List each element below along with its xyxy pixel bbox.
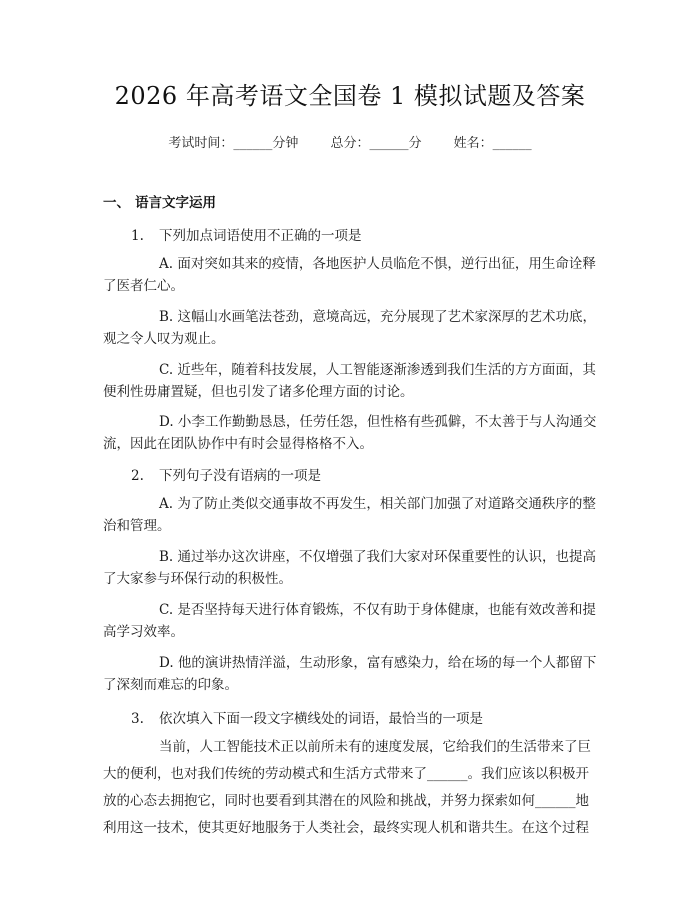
page-title: 2026 年高考语文全国卷 1 模拟试题及答案 bbox=[114, 82, 586, 110]
question-number: 2. bbox=[131, 468, 144, 484]
question-1-stem bbox=[131, 224, 362, 244]
question-3-stem bbox=[131, 707, 483, 727]
exam-info-line bbox=[0, 132, 700, 151]
q1-option-a: A. 面对突如其来的疫情，各地医护人员临危不惧，逆行出征，用生命诠释了医者仁心。 bbox=[103, 256, 596, 294]
q1-option-d: D. 小李工作勤勤恳恳，任劳任怨，但性格有些孤僻，不太善于与人沟通交流，因此在团队协作中有时会显得格格不入。 bbox=[103, 414, 597, 452]
section-title: 语言文字运用 bbox=[135, 195, 216, 211]
question-number: 1. bbox=[131, 228, 144, 244]
total-score-field: 总分：______分 bbox=[330, 136, 422, 151]
question-text: 下列加点词语使用不正确的一项是 bbox=[159, 228, 362, 244]
student-name-field: 姓名：______ bbox=[453, 136, 532, 151]
q2-option-a: A. 为了防止类似交通事故不再发生，相关部门加强了对道路交通秩序的整治和管理。 bbox=[103, 496, 596, 534]
section-heading bbox=[103, 191, 216, 211]
exam-time-field: 考试时间：______分钟 bbox=[168, 136, 299, 151]
question-text: 下列句子没有语病的一项是 bbox=[159, 468, 321, 484]
q2-option-b: B. 通过举办这次讲座，不仅增强了我们大家对环保重要性的认识，也提高了大家参与环保行动的积极性。 bbox=[103, 549, 597, 587]
q2-option-d: D. 他的演讲热情洋溢，生动形象，富有感染力，给在场的每一个人都留下了深刻而难忘的印象。 bbox=[103, 655, 597, 693]
q1-option-b: B. 这幅山水画笔法苍劲，意境高远，充分展现了艺术家深厚的艺术功底，观之令人叹为观止。 bbox=[103, 309, 597, 347]
question-number: 3. bbox=[131, 711, 144, 727]
q2-option-c: C. 是否坚持每天进行体育锻炼，不仅有助于身体健康，也能有效改善和提高学习效率。 bbox=[103, 602, 596, 640]
q1-option-c: C. 近些年，随着科技发展，人工智能逐渐渗透到我们生活的方方面面，其便利性毋庸置疑，但也引发了诸多伦理方面的讨论。 bbox=[103, 362, 596, 400]
section-number: 一、 bbox=[103, 195, 130, 211]
question-text: 依次填入下面一段文字横线处的词语，最恰当的一项是 bbox=[159, 711, 483, 727]
q3-passage: 当前，人工智能技术正以前所未有的速度发展，它给我们的生活带来了巨大的便利，也对我们传统的劳动模式和生活方式带来了______。我们应该以积极开放的心态去拥抱它，同时也要看到其潜在的风险和挑战，并努力探索如何______地利用这一技术，使其更好地服务于人类社会，最终实现人机和谐共生。在这个过程 bbox=[103, 739, 591, 836]
question-2-stem bbox=[131, 464, 321, 484]
